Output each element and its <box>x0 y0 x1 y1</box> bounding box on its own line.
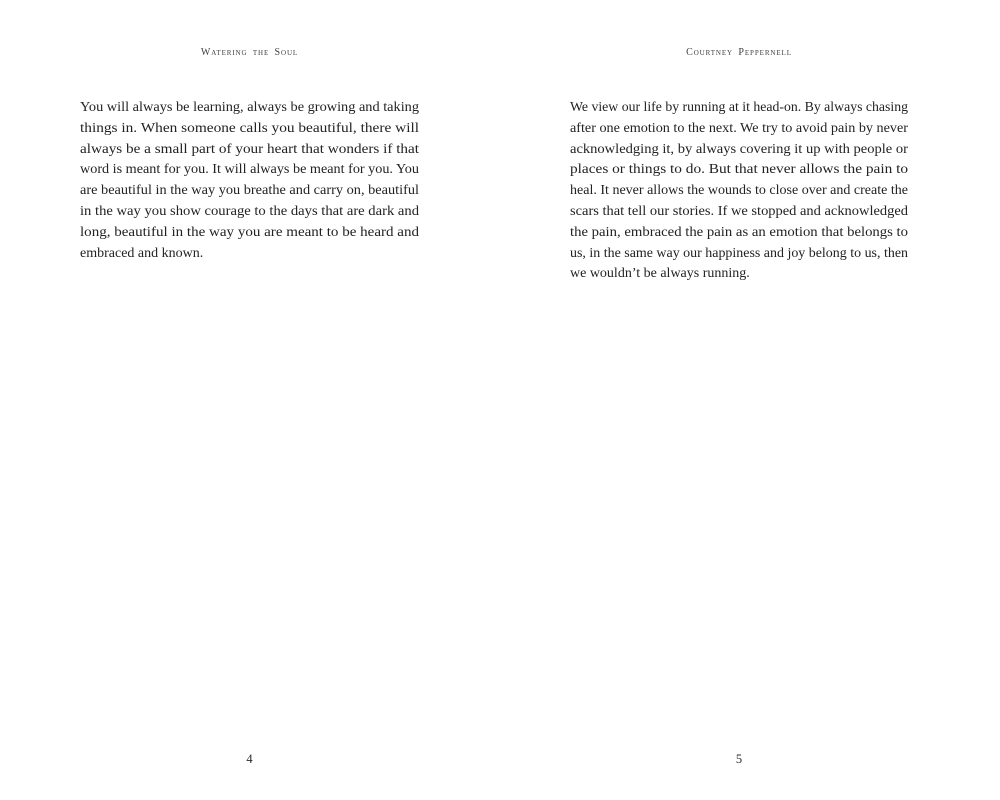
right-page-paragraph <box>570 98 908 285</box>
text-line: always be a small part of your heart that wonders if that <box>80 141 419 157</box>
text-line: in the way you show courage to the days that are dark and <box>80 203 419 219</box>
text-line: You will always be learning, always be growing and taking <box>80 100 419 115</box>
text-line: after one emotion to the next. We try to avoid pain by never <box>570 120 908 136</box>
text-line: We view our life by running at it head-on. By always chasing <box>570 100 908 115</box>
text-line: us, in the same way our happiness and joy belong to us, then <box>570 245 908 261</box>
left-page-paragraph <box>80 98 419 264</box>
running-header-author: Courtney Peppernell <box>686 47 792 58</box>
text-line: scars that tell our stories. If we stopped and acknowledged <box>570 203 908 219</box>
running-header-title: Watering the Soul <box>200 47 299 58</box>
text-line: we wouldn’t be always running. <box>570 266 750 282</box>
page-number: 5 <box>735 752 743 766</box>
text-line: long, beautiful in the way you are meant to be heard and <box>80 224 419 240</box>
text-line: places or things to do. But that never allows the pain to <box>570 162 908 178</box>
text-line: acknowledging it, by always covering it up with people or <box>570 141 908 157</box>
left-page <box>80 0 419 800</box>
text-line: are beautiful in the way you breathe and carry on, beautiful <box>80 183 419 199</box>
text-line: word is meant for you. It will always be meant for you. You <box>80 162 419 178</box>
text-line: things in. When someone calls you beautiful, there will <box>80 120 419 136</box>
text-line: embraced and known. <box>80 245 204 261</box>
right-page <box>570 0 908 800</box>
text-line: heal. It never allows the wounds to close over and create the <box>570 183 908 199</box>
page-number: 4 <box>246 752 253 766</box>
text-line: the pain, embraced the pain as an emotion that belongs to <box>570 224 908 240</box>
